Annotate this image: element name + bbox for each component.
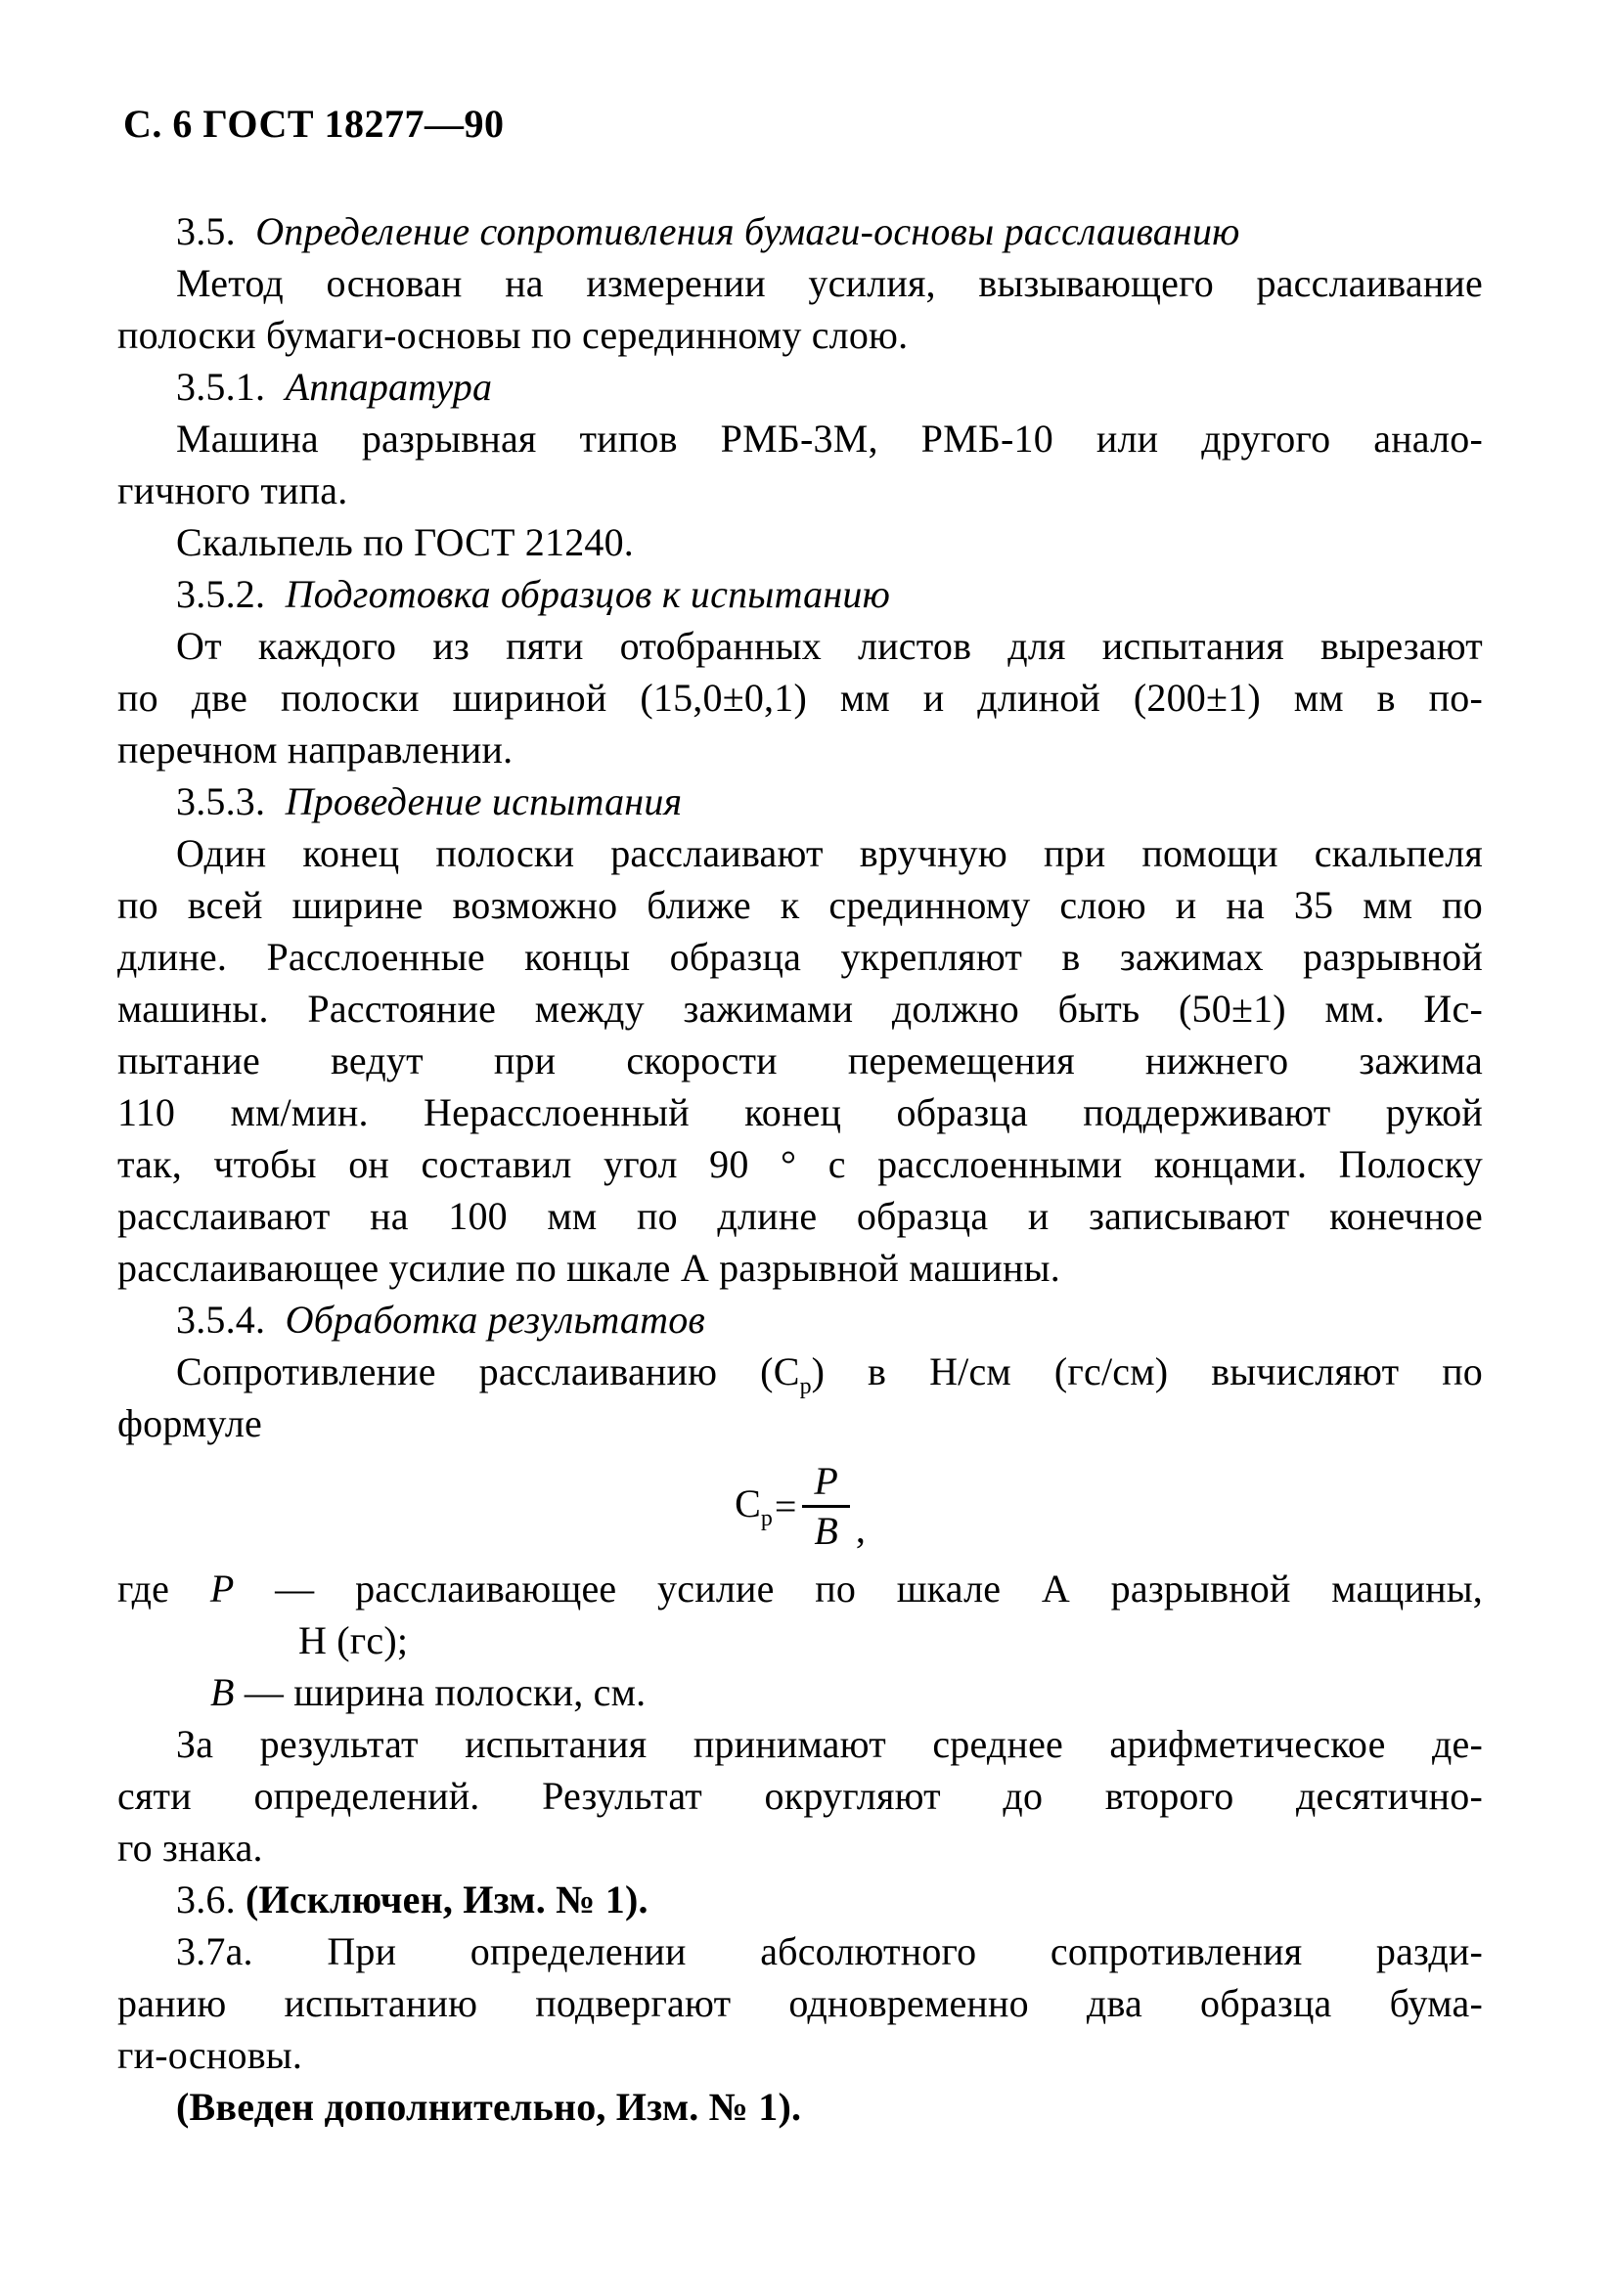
formula-lhs: $С_р$ bbox=[735, 1480, 773, 1531]
text-segment: полоски бумаги-основы по серединному слою. bbox=[117, 313, 909, 357]
text-segment: 110 мм/мин. Нерасслоенный конец образца поддерживают рукой bbox=[117, 1090, 1483, 1134]
text-line bbox=[117, 2029, 1483, 2081]
text-line bbox=[117, 1190, 1483, 1242]
text-line bbox=[117, 413, 1483, 464]
text-segment: 3.5.1. bbox=[176, 365, 286, 409]
text-line bbox=[117, 1242, 1483, 1294]
text-segment: расслаивают на 100 мм по длине образца и записывают конечное bbox=[117, 1194, 1483, 1238]
text-line bbox=[117, 1874, 1483, 1925]
bold-text: (Исключен, Изм. № 1). bbox=[246, 1877, 648, 1921]
text-line bbox=[117, 257, 1483, 309]
italic-text: Р bbox=[209, 1567, 235, 1611]
text-segment: гичного типа. bbox=[117, 468, 348, 512]
text-segment: Н (гс); bbox=[298, 1618, 409, 1662]
formula-punctuation: , bbox=[855, 1506, 866, 1551]
formula-lhs-subscript: р bbox=[760, 1505, 773, 1531]
text-line bbox=[117, 1397, 1483, 1449]
text-segment: — ширина полоски, см. bbox=[234, 1670, 647, 1714]
formula bbox=[117, 1449, 1483, 1563]
text-segment: го знака. bbox=[117, 1826, 263, 1870]
text-line bbox=[117, 1138, 1483, 1190]
page-header: С. 6 ГОСТ 18277—90 bbox=[123, 102, 505, 146]
text-line bbox=[117, 361, 1483, 413]
text-line bbox=[117, 1035, 1483, 1086]
text-segment: ) в Н/см (гс/см) вычисляют по bbox=[811, 1349, 1484, 1393]
text-segment: 3.6. bbox=[176, 1877, 246, 1921]
text-segment: 3.5.2. bbox=[176, 572, 286, 616]
formula-denominator: В bbox=[802, 1505, 849, 1552]
text-segment: по две полоски шириной (15,0±0,1) мм и длиной (200±1) мм в по- bbox=[117, 676, 1483, 720]
text-line bbox=[117, 464, 1483, 516]
text-segment: Сопротивление расслаиванию (С bbox=[176, 1349, 800, 1393]
formula-numerator: Р bbox=[814, 1458, 838, 1503]
text-segment: Скальпель по ГОСТ 21240. bbox=[176, 520, 635, 564]
text-segment: 3.5.3. bbox=[176, 779, 286, 823]
text-segment: по всей ширине возможно ближе к срединному слою и на 35 мм по bbox=[117, 883, 1483, 927]
text-segment: где bbox=[117, 1567, 210, 1611]
text-line bbox=[117, 205, 1483, 257]
text-segment: ранию испытанию подвергают одновременно два образца бума- bbox=[117, 1981, 1483, 2025]
formula-expression bbox=[735, 1458, 866, 1553]
text-line bbox=[117, 1770, 1483, 1822]
text-line bbox=[117, 827, 1483, 879]
text-line bbox=[117, 1614, 1483, 1666]
text-segment: машины. Расстояние между зажимами должно быть (50±1) мм. Ис- bbox=[117, 987, 1483, 1031]
text-line bbox=[117, 879, 1483, 931]
text-line bbox=[117, 775, 1483, 827]
text-line bbox=[117, 568, 1483, 620]
text-line bbox=[117, 724, 1483, 775]
text-line bbox=[117, 516, 1483, 568]
subscript-text: р bbox=[799, 1374, 812, 1399]
text-segment: формуле bbox=[117, 1401, 262, 1445]
text-segment: так, чтобы он составил угол 90 ° с расслоенными концами. Полоску bbox=[117, 1142, 1483, 1186]
text-segment: — расслаивающее усилие по шкале А разрывной мащины, bbox=[234, 1567, 1483, 1611]
text-line bbox=[117, 309, 1483, 361]
text-line bbox=[117, 931, 1483, 983]
text-line bbox=[117, 1666, 1483, 1718]
text-line bbox=[117, 983, 1483, 1035]
italic-text: Аппаратура bbox=[285, 365, 493, 409]
text-segment: Один конец полоски расслаивают вручную при помощи скальпеля bbox=[176, 831, 1483, 875]
italic-text: Обработка результатов bbox=[285, 1298, 705, 1342]
document-body bbox=[117, 205, 1483, 2133]
text-line bbox=[117, 1086, 1483, 1138]
text-segment: ги-основы. bbox=[117, 2033, 303, 2077]
text-segment: перечном направлении. bbox=[117, 728, 514, 772]
text-segment: 3.5. bbox=[176, 209, 256, 253]
text-line bbox=[117, 1925, 1483, 1977]
text-segment: расслаивающее усилие по шкале А разрывной машины. bbox=[117, 1246, 1060, 1290]
text-segment: сяти определений. Результат округляют до второго десятично- bbox=[117, 1774, 1483, 1818]
bold-text: (Введен дополнительно, Изм. № 1). bbox=[176, 2085, 802, 2129]
text-segment: За результат испытания принимают среднее арифметическое де- bbox=[176, 1722, 1483, 1766]
italic-text: Определение сопротивления бумаги-основы расслаиванию bbox=[255, 209, 1240, 253]
text-segment: 3.5.4. bbox=[176, 1298, 286, 1342]
text-segment: длине. Расслоенные концы образца укрепляют в зажимах разрывной bbox=[117, 935, 1483, 979]
text-line bbox=[117, 1563, 1483, 1614]
text-segment: 3.7а. При определении абсолютного сопротивления разди- bbox=[176, 1929, 1483, 1973]
italic-text: Подготовка образцов к испытанию bbox=[285, 572, 890, 616]
text-line bbox=[117, 1718, 1483, 1770]
italic-text: Проведение испытания bbox=[285, 779, 683, 823]
text-line bbox=[117, 1294, 1483, 1346]
text-line bbox=[117, 672, 1483, 724]
text-line bbox=[117, 620, 1483, 672]
text-segment: Метод основан на измерении усилия, вызывающего расслаивание bbox=[176, 261, 1483, 305]
text-segment: пытание ведут при скорости перемещения нижнего зажима bbox=[117, 1038, 1483, 1082]
fraction bbox=[802, 1458, 849, 1553]
text-segment: От каждого из пяти отобранных листов для испытания вырезают bbox=[176, 624, 1483, 668]
italic-text: В bbox=[210, 1670, 235, 1714]
text-segment: Машина разрывная типов РМБ-3М, РМБ-10 или другого анало- bbox=[176, 417, 1483, 461]
text-line bbox=[117, 1346, 1483, 1397]
text-line bbox=[117, 2081, 1483, 2133]
text-line bbox=[117, 1822, 1483, 1874]
text-line bbox=[117, 1977, 1483, 2029]
equals-sign: = bbox=[774, 1483, 797, 1528]
